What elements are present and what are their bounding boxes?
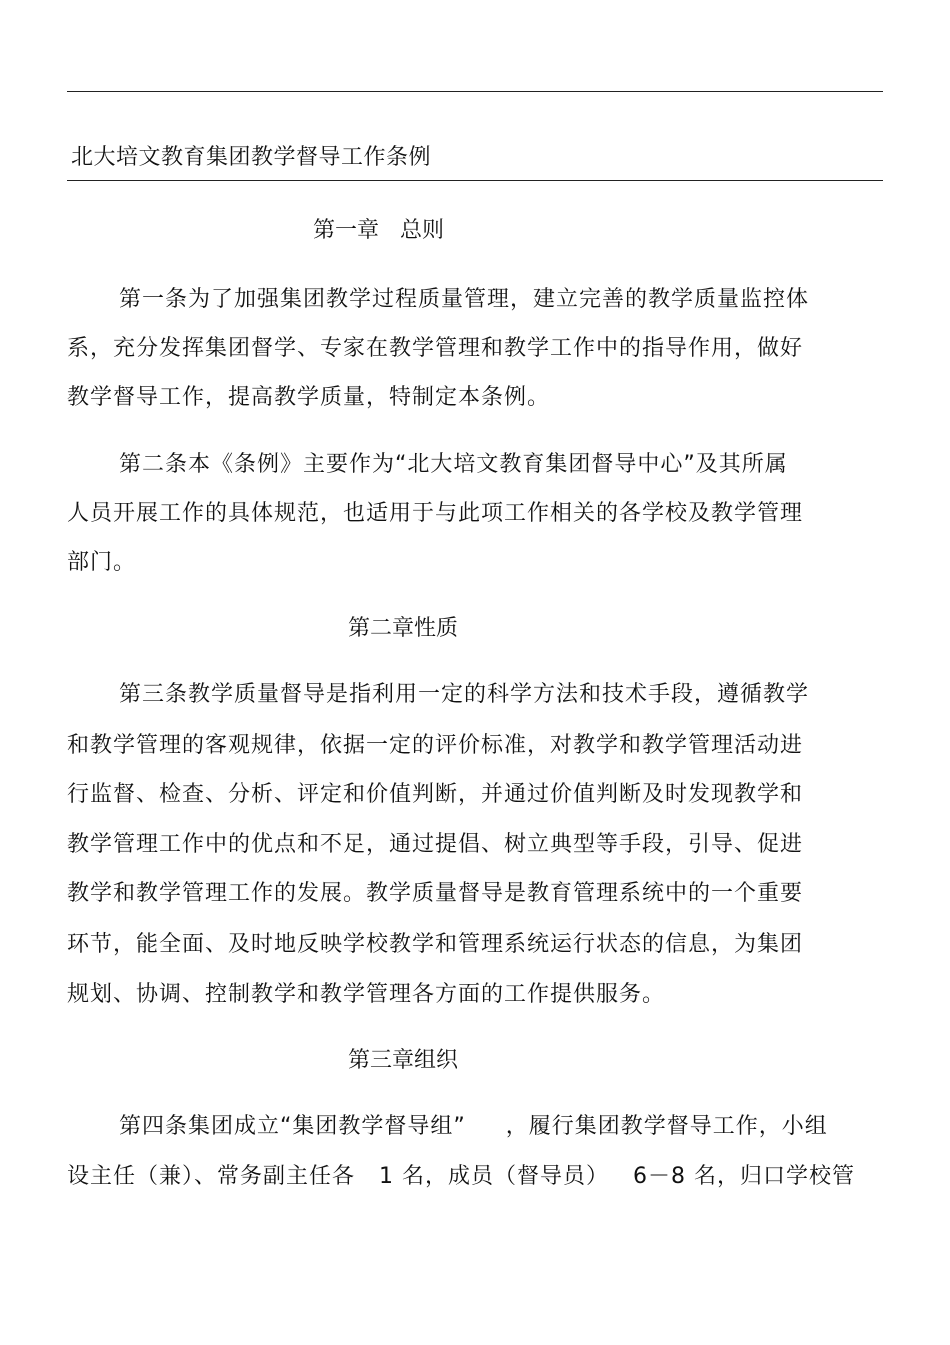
title-underline	[67, 180, 883, 181]
article1-line3: 教学督导工作，提高教学质量，特制定本条例。	[67, 385, 551, 410]
article2-line2: 人员开展工作的具体规范，也适用于与此项工作相关的各学校及教学管理	[67, 501, 804, 526]
article3-line6: 环节，能全面、及时地反映学校教学和管理系统运行状态的信息，为集团	[67, 932, 804, 957]
article3-line4: 教学管理工作中的优点和不足，通过提倡、树立典型等手段，引导、促进	[67, 832, 804, 857]
article2-line3: 部门。	[67, 550, 137, 575]
chapter-heading-2: 第二章性质	[348, 616, 459, 641]
article3-line1: 第三条教学质量督导是指利用一定的科学方法和技术手段，遵循教学	[119, 682, 810, 707]
article3-line2: 和教学管理的客观规律，依据一定的评价标准，对教学和教学管理活动进	[67, 733, 804, 758]
article1-line1: 第一条为了加强集团教学过程质量管理，建立完善的教学质量监控体	[119, 287, 810, 312]
chapter-heading-1: 第一章 总则	[313, 218, 444, 243]
header-rule	[67, 91, 883, 92]
article3-line5: 教学和教学管理工作的发展。教学质量督导是教育管理系统中的一个重要	[67, 881, 804, 906]
article1-line2: 系，充分发挥集团督学、专家在教学管理和教学工作中的指导作用，做好	[67, 336, 804, 361]
article3-line3: 行监督、检查、分析、评定和价值判断，并通过价值判断及时发现教学和	[67, 782, 804, 807]
article3-line7: 规划、协调、控制教学和教学管理各方面的工作提供服务。	[67, 982, 666, 1007]
article2-line1: 第二条本《条例》主要作为“北大培文教育集团督导中心”及其所属	[119, 452, 788, 477]
document-title: 北大培文教育集团教学督导工作条例	[71, 145, 432, 170]
article4-line1: 第四条集团成立“集团教学督导组” ，履行集团教学督导工作，小组	[119, 1114, 828, 1139]
article4-line2: 设主任（兼）、常务副主任各 1 名，成员（督导员） 6－8 名，归口学校管	[67, 1164, 855, 1189]
chapter-heading-3: 第三章组织	[348, 1048, 459, 1073]
